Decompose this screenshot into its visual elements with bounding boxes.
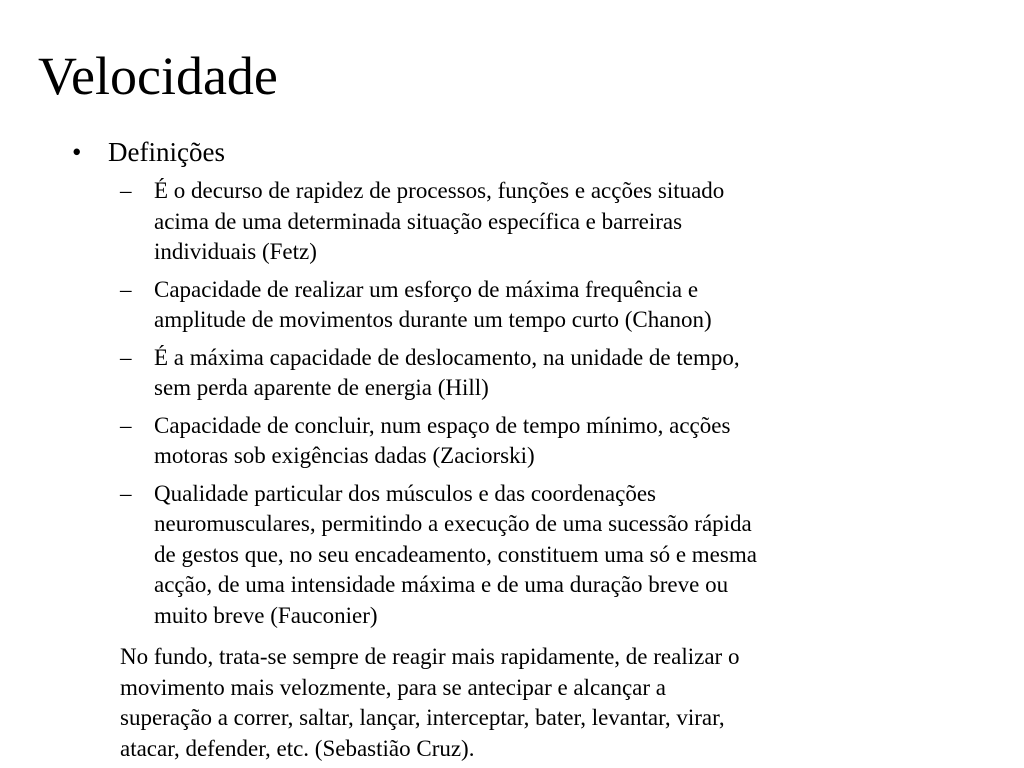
summary-note: No fundo, trata-se sempre de reagir mais rapidamente, de realizar o movimento mais velozmente, para se antecipar e alcançar a superação a correr, saltar, lançar, interceptar, bater, levantar, virar, atacar, defender, etc. (Sebastião Cruz). xyxy=(120,644,740,761)
dash-icon: – xyxy=(120,344,132,370)
dash-icon: – xyxy=(120,480,132,506)
bullet-item-definicoes xyxy=(72,134,225,170)
bullet-label: Definições xyxy=(108,137,225,167)
dash-icon: – xyxy=(120,178,132,203)
bullet-icon: • xyxy=(72,137,82,167)
definition-text: Qualidade particular dos músculos e das coordenações neuromusculares, permitindo a execução de uma sucessão rápida de gestos que, no seu encadeamento, constituem uma só e mesma acção, de uma intensidade máxima e de uma duração breve ou muito breve (Fauconier) xyxy=(154,480,757,628)
definitions-list xyxy=(120,176,920,638)
definition-text: Capacidade de realizar um esforço de máxima frequência e amplitude de movimentos durante um tempo curto (Chanon) xyxy=(154,276,712,332)
definition-item xyxy=(120,343,920,404)
slide-title: Velocidade xyxy=(38,46,278,106)
definition-text: É o decurso de rapidez de processos, funções e acções situado acima de uma determinada situação específica e barreiras individuais (Fetz) xyxy=(154,178,725,264)
dash-icon: – xyxy=(120,412,132,438)
definition-text: É a máxima capacidade de deslocamento, na unidade de tempo, sem perda aparente de energia (Hill) xyxy=(154,344,740,400)
definition-text: Capacidade de concluir, num espaço de tempo mínimo, acções motoras sob exigências dadas (Zaciorski) xyxy=(154,412,731,468)
definition-item xyxy=(120,176,920,268)
definition-item xyxy=(120,275,920,336)
definition-item xyxy=(120,479,920,632)
definition-item xyxy=(120,411,920,472)
dash-icon: – xyxy=(120,276,132,302)
